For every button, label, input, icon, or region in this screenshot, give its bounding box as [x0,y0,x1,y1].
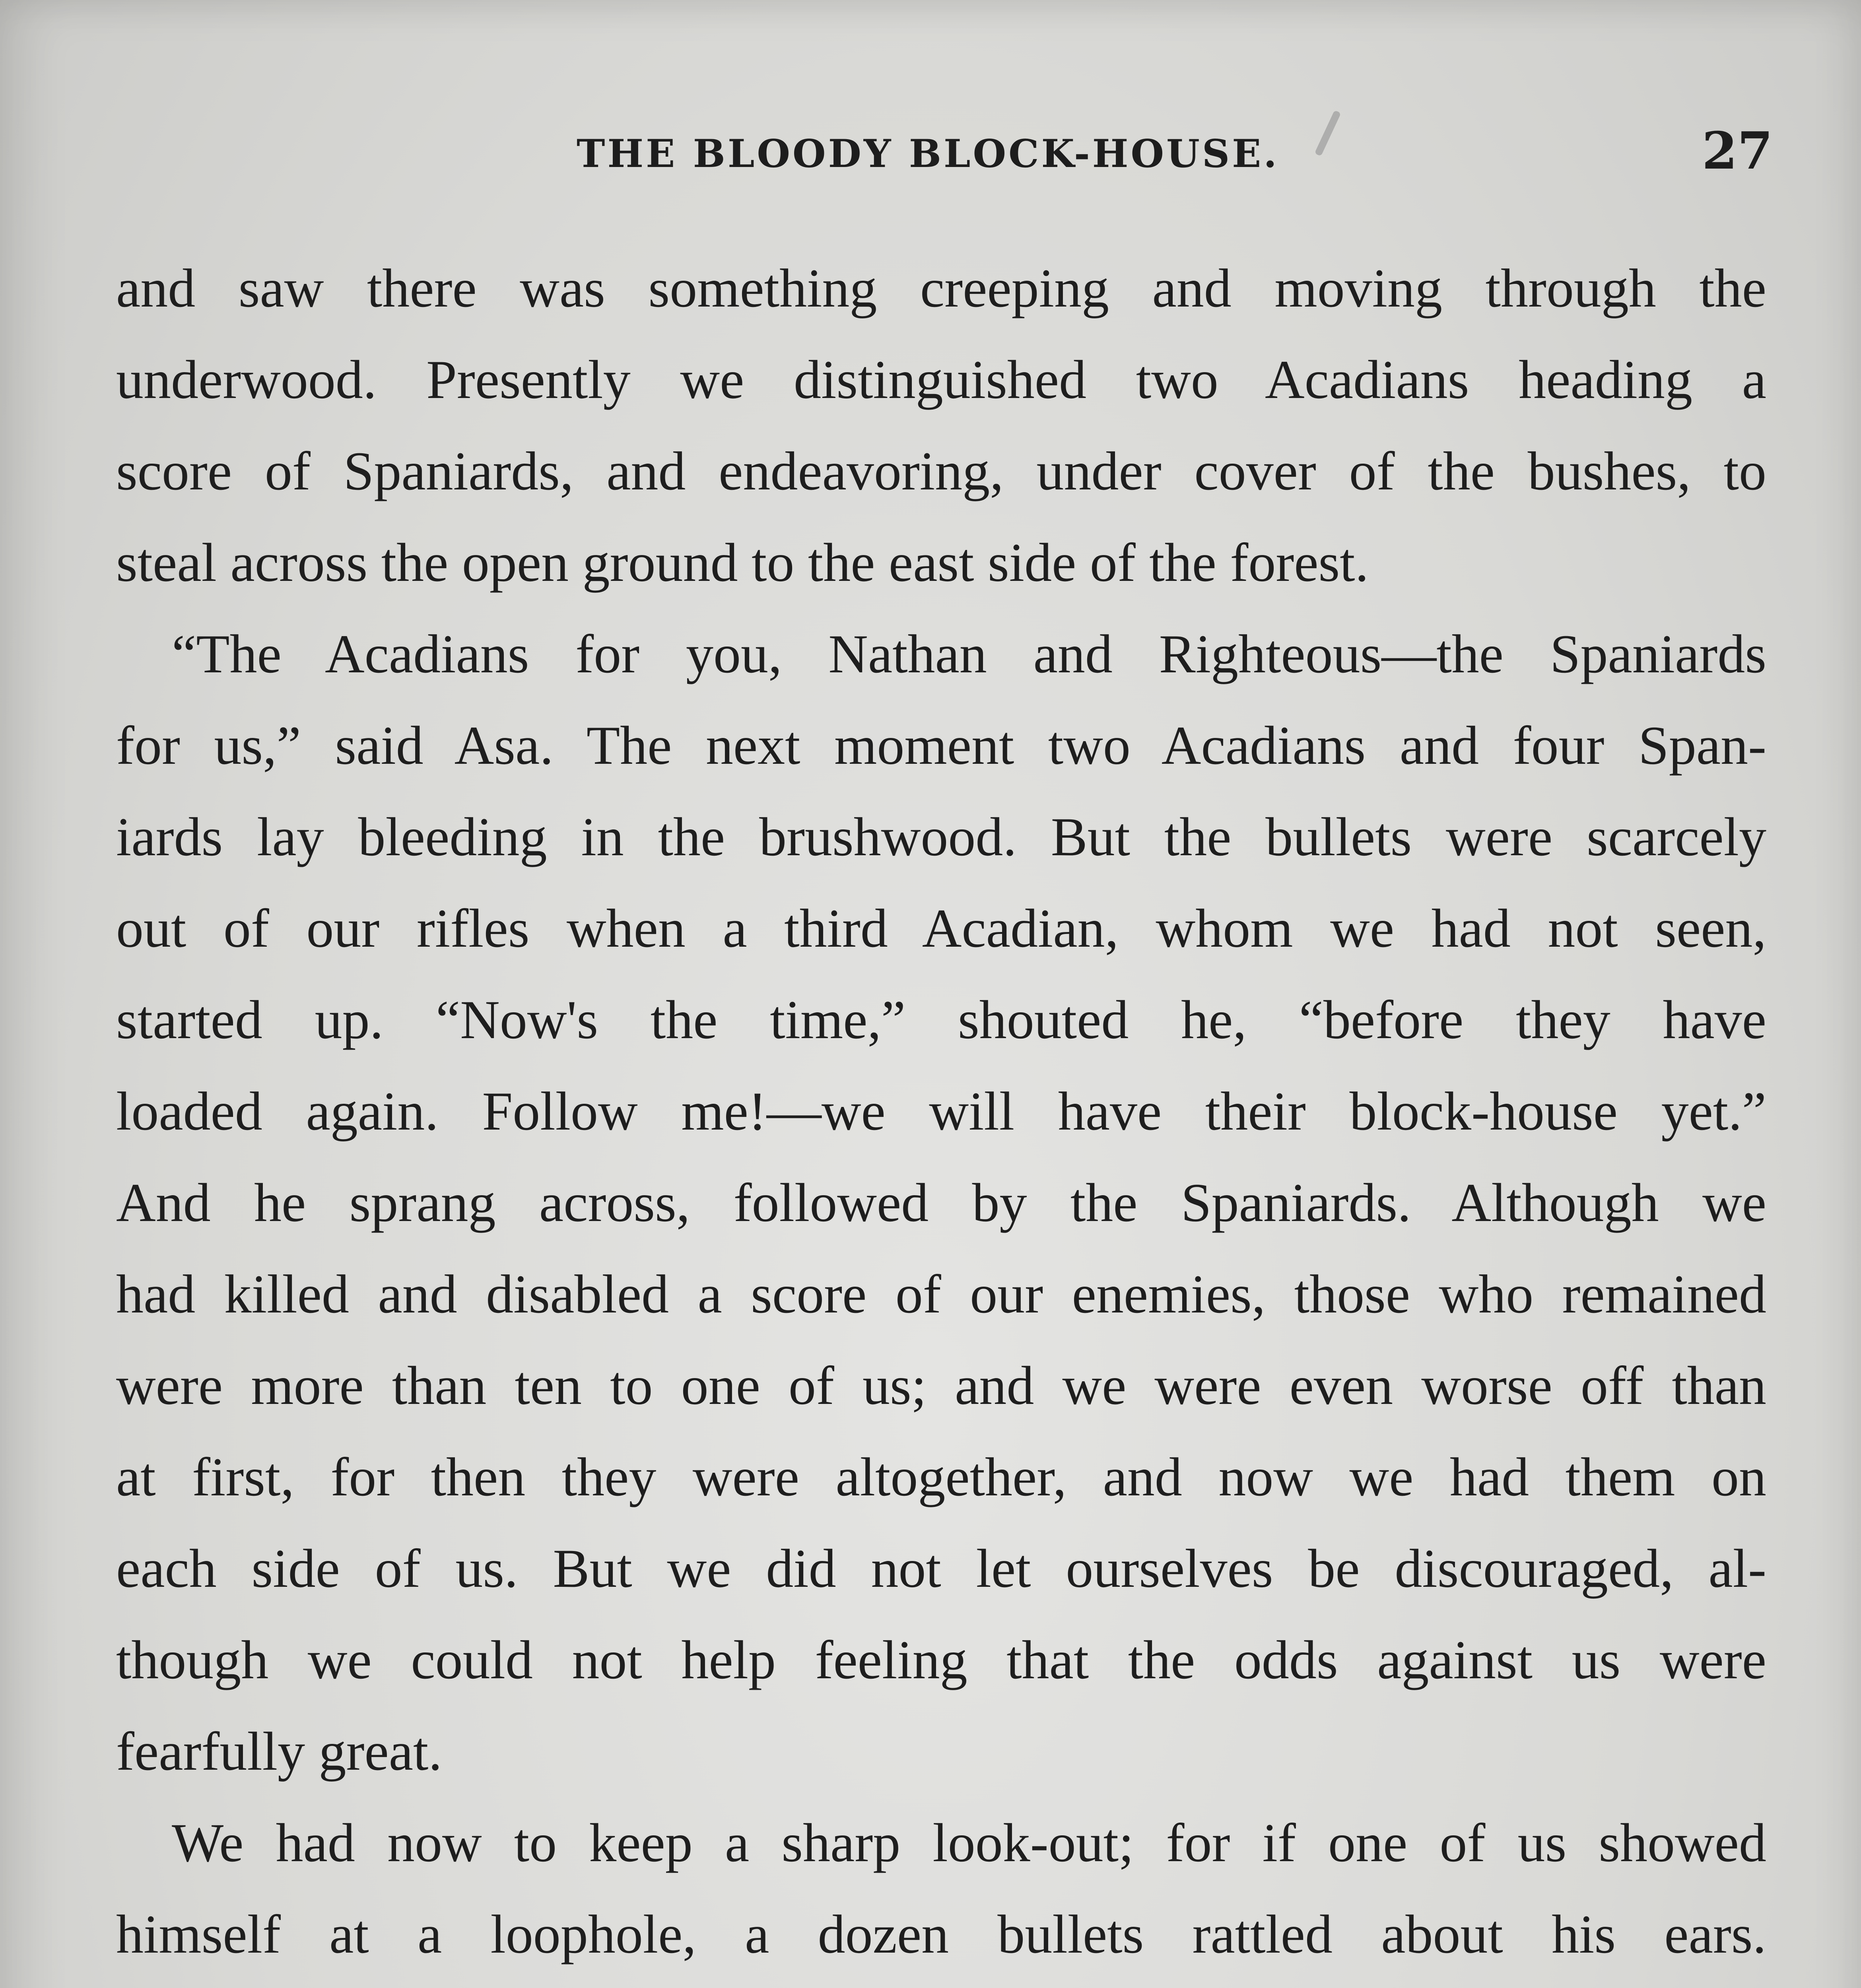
text-line: fearfully great. [116,1721,442,1782]
page-number: 27 [1702,121,1773,181]
paragraph-3 [116,1797,1766,1988]
text-line: each side of us. But we did not let ourselves be discouraged, al- [116,1538,1766,1599]
text-line: steal across the open ground to the east side of the forest. [116,532,1369,593]
text-line: though we could not help feeling that the odds against us were [116,1629,1766,1690]
text-line: for us,” said Asa. The next moment two Acadians and four Span- [116,715,1766,776]
text-line: had killed and disabled a score of our enemies, those who remained [116,1264,1766,1324]
text-line: at first, for then they were altogether, and now we had them on [116,1446,1766,1507]
text-line: loaded again. Follow me!—we will have their block-house yet.” [116,1081,1766,1142]
text-line: were more than ten to one of us; and we were even worse off than [116,1355,1766,1416]
text-line: iards lay bleeding in the brushwood. But the bullets were scarcely [116,806,1766,867]
text-line: score of Spaniards, and endeavoring, under cover of the bushes, to [116,441,1766,501]
text-line: underwood. Presently we distinguished two Acadians heading a [116,349,1766,410]
text-line: himself at a loophole, a dozen bullets rattled about his ears. [116,1904,1766,1965]
text-line: We had now to keep a sharp look-out; for if one of us showed [172,1812,1766,1873]
paragraph-1 [116,243,1766,608]
text-line [116,1980,1766,1988]
text-line: started up. “Now's the time,” shouted he, “before they have [116,989,1766,1050]
text-line: out of our rifles when a third Acadian, whom we had not seen, [116,898,1766,959]
paragraph-2 [116,608,1766,1797]
text-line: “The Acadians for you, Nathan and Righteous—the Spaniards [172,623,1766,684]
text-line: And he sprang across, followed by the Spaniards. Although we [116,1172,1766,1233]
text-line: and saw there was something creeping and moving through the [116,258,1766,318]
pencil-tick-mark [1314,110,1341,156]
body-text [116,243,1766,1988]
running-title: THE BLOODY BLOCK-HOUSE. [577,131,1279,176]
